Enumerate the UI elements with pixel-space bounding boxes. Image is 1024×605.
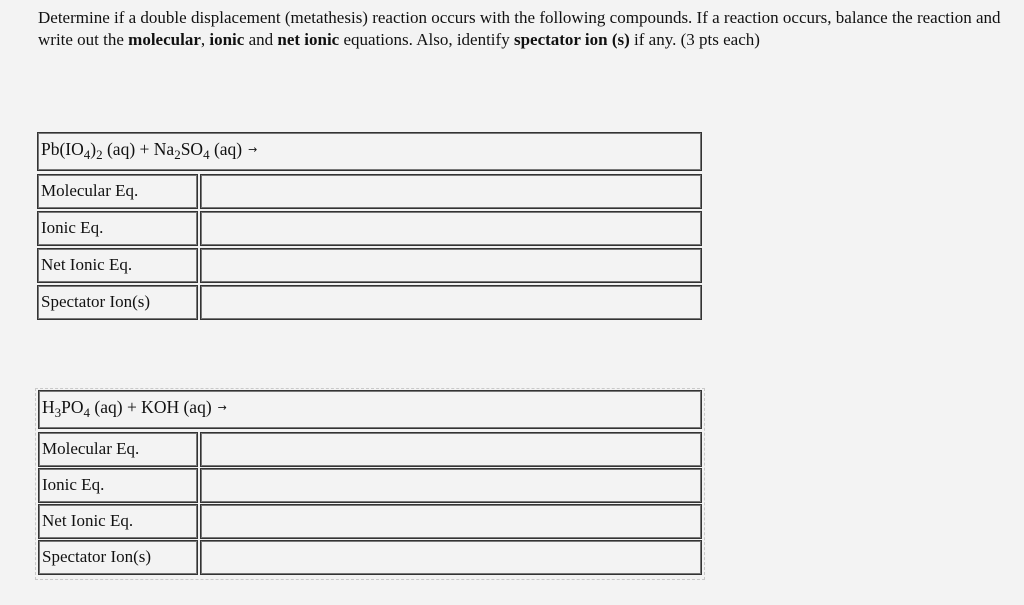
formula-subscript: 4 [203,147,210,162]
formula-text: Pb(IO [41,139,84,159]
reaction-table-2 [37,390,703,578]
formula-text: (aq) + Na [102,139,175,159]
instructions-part: if any. (3 pts each) [629,30,760,49]
instructions-part: , [200,30,210,49]
row-label-ionic: Ionic Eq. [37,211,198,246]
instructions-part: equations. Also, identify [339,30,514,49]
row-label-molecular: Molecular Eq. [38,432,198,467]
row-label-spectator: Spectator Ion(s) [38,540,198,575]
answer-field-net-ionic[interactable] [200,248,702,283]
row-label-molecular: Molecular Eq. [37,174,198,209]
answer-field-net-ionic[interactable] [200,504,702,539]
instructions-bold-ionic: ionic [209,30,245,49]
reaction-header-1 [37,132,702,171]
instructions-bold-molecular: molecular [128,30,201,49]
row-label-net-ionic: Net Ionic Eq. [38,504,198,539]
formula-text: (aq) + KOH (aq) [90,397,212,417]
instructions-bold-spectator: spectator ion (s) [513,30,630,49]
formula-text: SO [180,139,204,159]
answer-field-ionic[interactable] [200,468,702,503]
formula-subscript: 2 [174,147,181,162]
formula-subscript: 4 [83,405,91,420]
formula-text: PO [61,397,84,417]
answer-field-spectator[interactable] [200,540,702,575]
formula-subscript: 3 [54,405,62,420]
formula-subscript: 2 [96,147,103,162]
reaction-table-1 [37,132,703,322]
instructions-bold-net-ionic: net ionic [277,30,340,49]
formula-subscript: 4 [83,147,91,162]
row-label-ionic: Ionic Eq. [38,468,198,503]
formula-text: (aq) [209,139,243,159]
formula-text: H [42,397,55,417]
reaction-arrow-icon: → [217,401,227,414]
row-label-net-ionic: Net Ionic Eq. [37,248,198,283]
answer-field-spectator[interactable] [200,285,702,320]
reaction-equation-1 [41,139,243,162]
answer-field-ionic[interactable] [200,211,702,246]
instructions-text [38,7,1008,51]
reaction-equation-2 [42,397,212,420]
answer-field-molecular[interactable] [200,174,702,209]
instructions-part: and [244,30,278,49]
reaction-header-2 [38,390,702,429]
formula-text: ) [90,139,97,159]
instructions-part: Determine if a double displacement (metathesis) reaction occurs with the following compounds. If a reaction occurs, balance the reaction and write out the [38,8,1001,49]
row-label-spectator: Spectator Ion(s) [37,285,198,320]
reaction-arrow-icon: → [248,143,258,156]
answer-field-molecular[interactable] [200,432,702,467]
